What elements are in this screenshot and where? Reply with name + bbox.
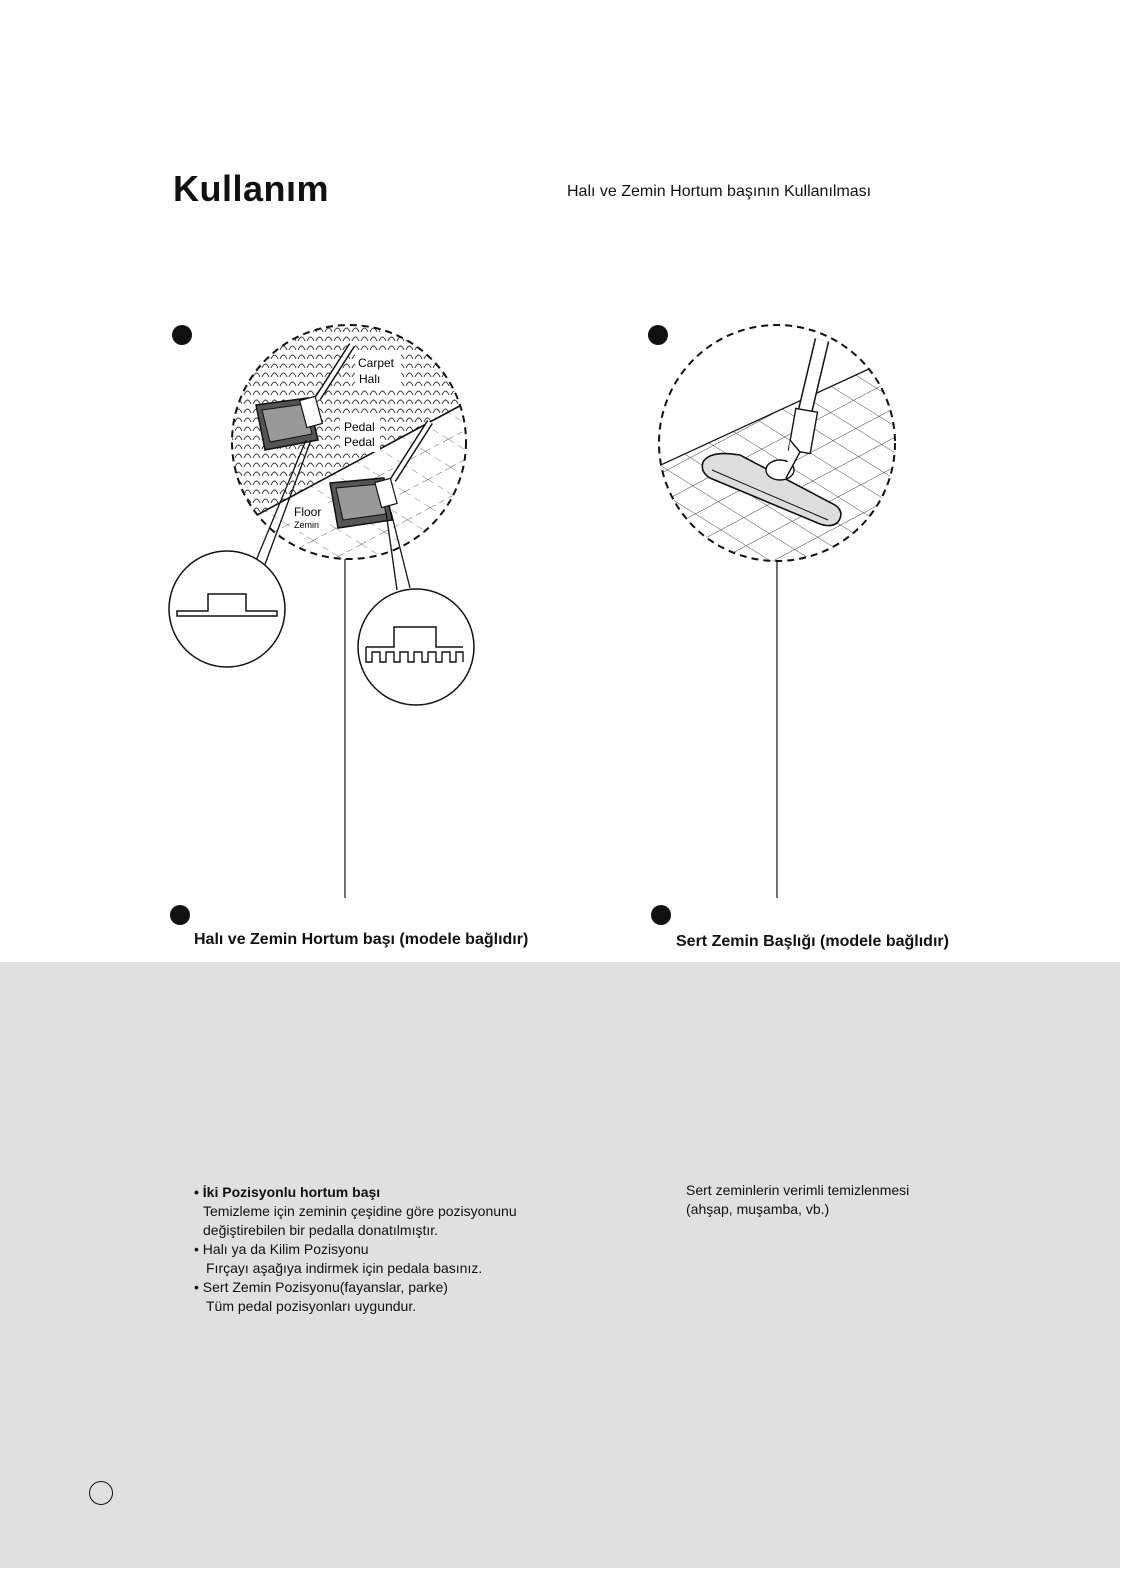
description-left [194,1183,517,1316]
label-carpet-en: Carpet [358,356,395,370]
two-position-line1: Temizleme için zeminin çeşidine göre pozisyonunu [203,1203,517,1219]
description-right [686,1181,909,1219]
right-section-caption: Sert Zemin Başlığı (modele bağlıdır) [676,933,949,950]
label-pedal-tr: Pedal [344,435,375,449]
label-carpet-tr: Halı [359,372,381,386]
header-subtitle: Halı ve Zemin Hortum başının Kullanılması [567,183,872,200]
page-title: Kullanım [173,168,330,209]
hard-floor-position-text: Tüm pedal pozisyonları uygundur. [206,1298,417,1314]
two-position-heading: • İki Pozisyonlu hortum başı [194,1184,381,1200]
hard-floor-position-title: • Sert Zemin Pozisyonu(fayanslar, parke) [194,1279,448,1295]
carpet-position-title: • Halı ya da Kilim Pozisyonu [194,1241,369,1257]
label-floor-en: Floor [294,505,322,519]
label-floor-tr: Zemin [294,520,320,530]
hard-floor-desc-line2: (ahşap, muşamba, vb.) [686,1201,830,1217]
page-number-circle [89,1481,113,1505]
two-position-line2: değiştirebilen bir pedalla donatılmıştır. [203,1222,439,1238]
label-pedal-en: Pedal [344,420,375,434]
carpet-position-text: Fırçayı aşağıya indirmek için pedala basınız. [206,1260,483,1276]
description-panel [0,962,1120,1568]
hard-floor-desc-line1: Sert zeminlerin verimli temizlenmesi [686,1182,910,1198]
left-section-caption: Halı ve Zemin Hortum başı (modele bağlıdır) [194,931,529,948]
